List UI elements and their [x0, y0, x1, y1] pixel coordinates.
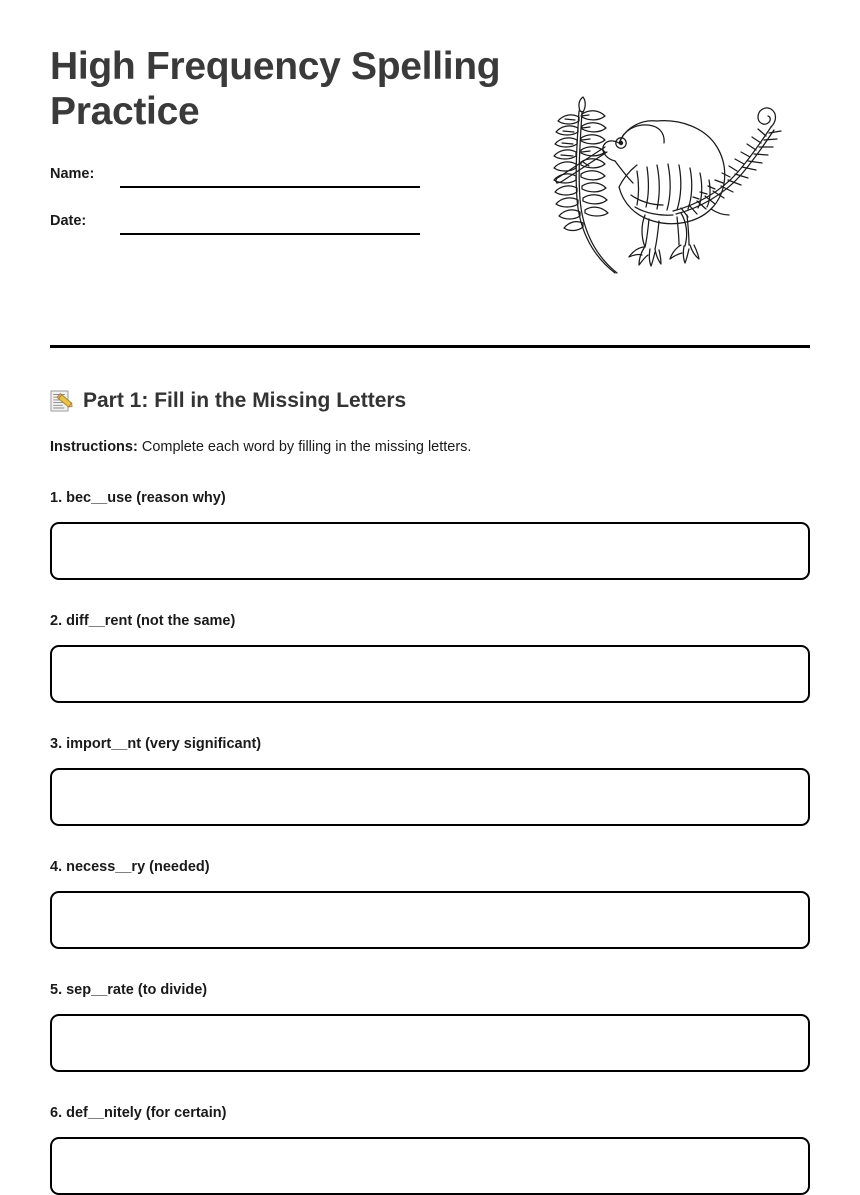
answer-box[interactable] [50, 1014, 810, 1072]
spelling-items-list [0, 457, 860, 1195]
name-field-row [50, 164, 430, 186]
part-1-heading-label: Part 1: Fill in the Missing Letters [83, 389, 407, 412]
list-item [0, 580, 860, 703]
memo-icon [50, 390, 74, 412]
answer-box[interactable] [50, 1137, 810, 1195]
worksheet-header [0, 0, 860, 300]
left-fern [554, 97, 617, 273]
answer-box[interactable] [50, 891, 810, 949]
name-field-label: Name: [50, 166, 95, 182]
date-field-label: Date: [50, 213, 87, 229]
item-prompt: 1. bec__use (reason why) [50, 490, 226, 506]
list-item [0, 1072, 860, 1195]
instructions-text: Complete each word by filling in the missing letters. [137, 439, 472, 455]
item-prompt: 5. sep__rate (to divide) [50, 982, 208, 998]
date-field-row [50, 211, 430, 233]
name-field-line[interactable] [120, 186, 420, 188]
list-item [0, 457, 860, 580]
answer-box[interactable] [50, 522, 810, 580]
right-fern [673, 108, 781, 217]
page-title: High Frequency Spelling Practice [50, 45, 501, 133]
answer-box[interactable] [50, 645, 810, 703]
list-item [0, 949, 860, 1072]
item-prompt: 4. necess__ry (needed) [50, 859, 210, 875]
instructions [0, 414, 860, 457]
part-1-heading [0, 345, 860, 414]
answer-box[interactable] [50, 768, 810, 826]
item-prompt: 6. def__nitely (for certain) [50, 1105, 227, 1121]
date-field-line[interactable] [120, 233, 420, 235]
list-item [0, 703, 860, 826]
worksheet-content [0, 345, 860, 1195]
list-item [0, 826, 860, 949]
kiwi-bird-illustration [545, 95, 795, 290]
instructions-lead: Instructions: [50, 439, 138, 455]
item-prompt: 2. diff__rent (not the same) [50, 613, 236, 629]
item-prompt: 3. import__nt (very significant) [50, 736, 262, 752]
